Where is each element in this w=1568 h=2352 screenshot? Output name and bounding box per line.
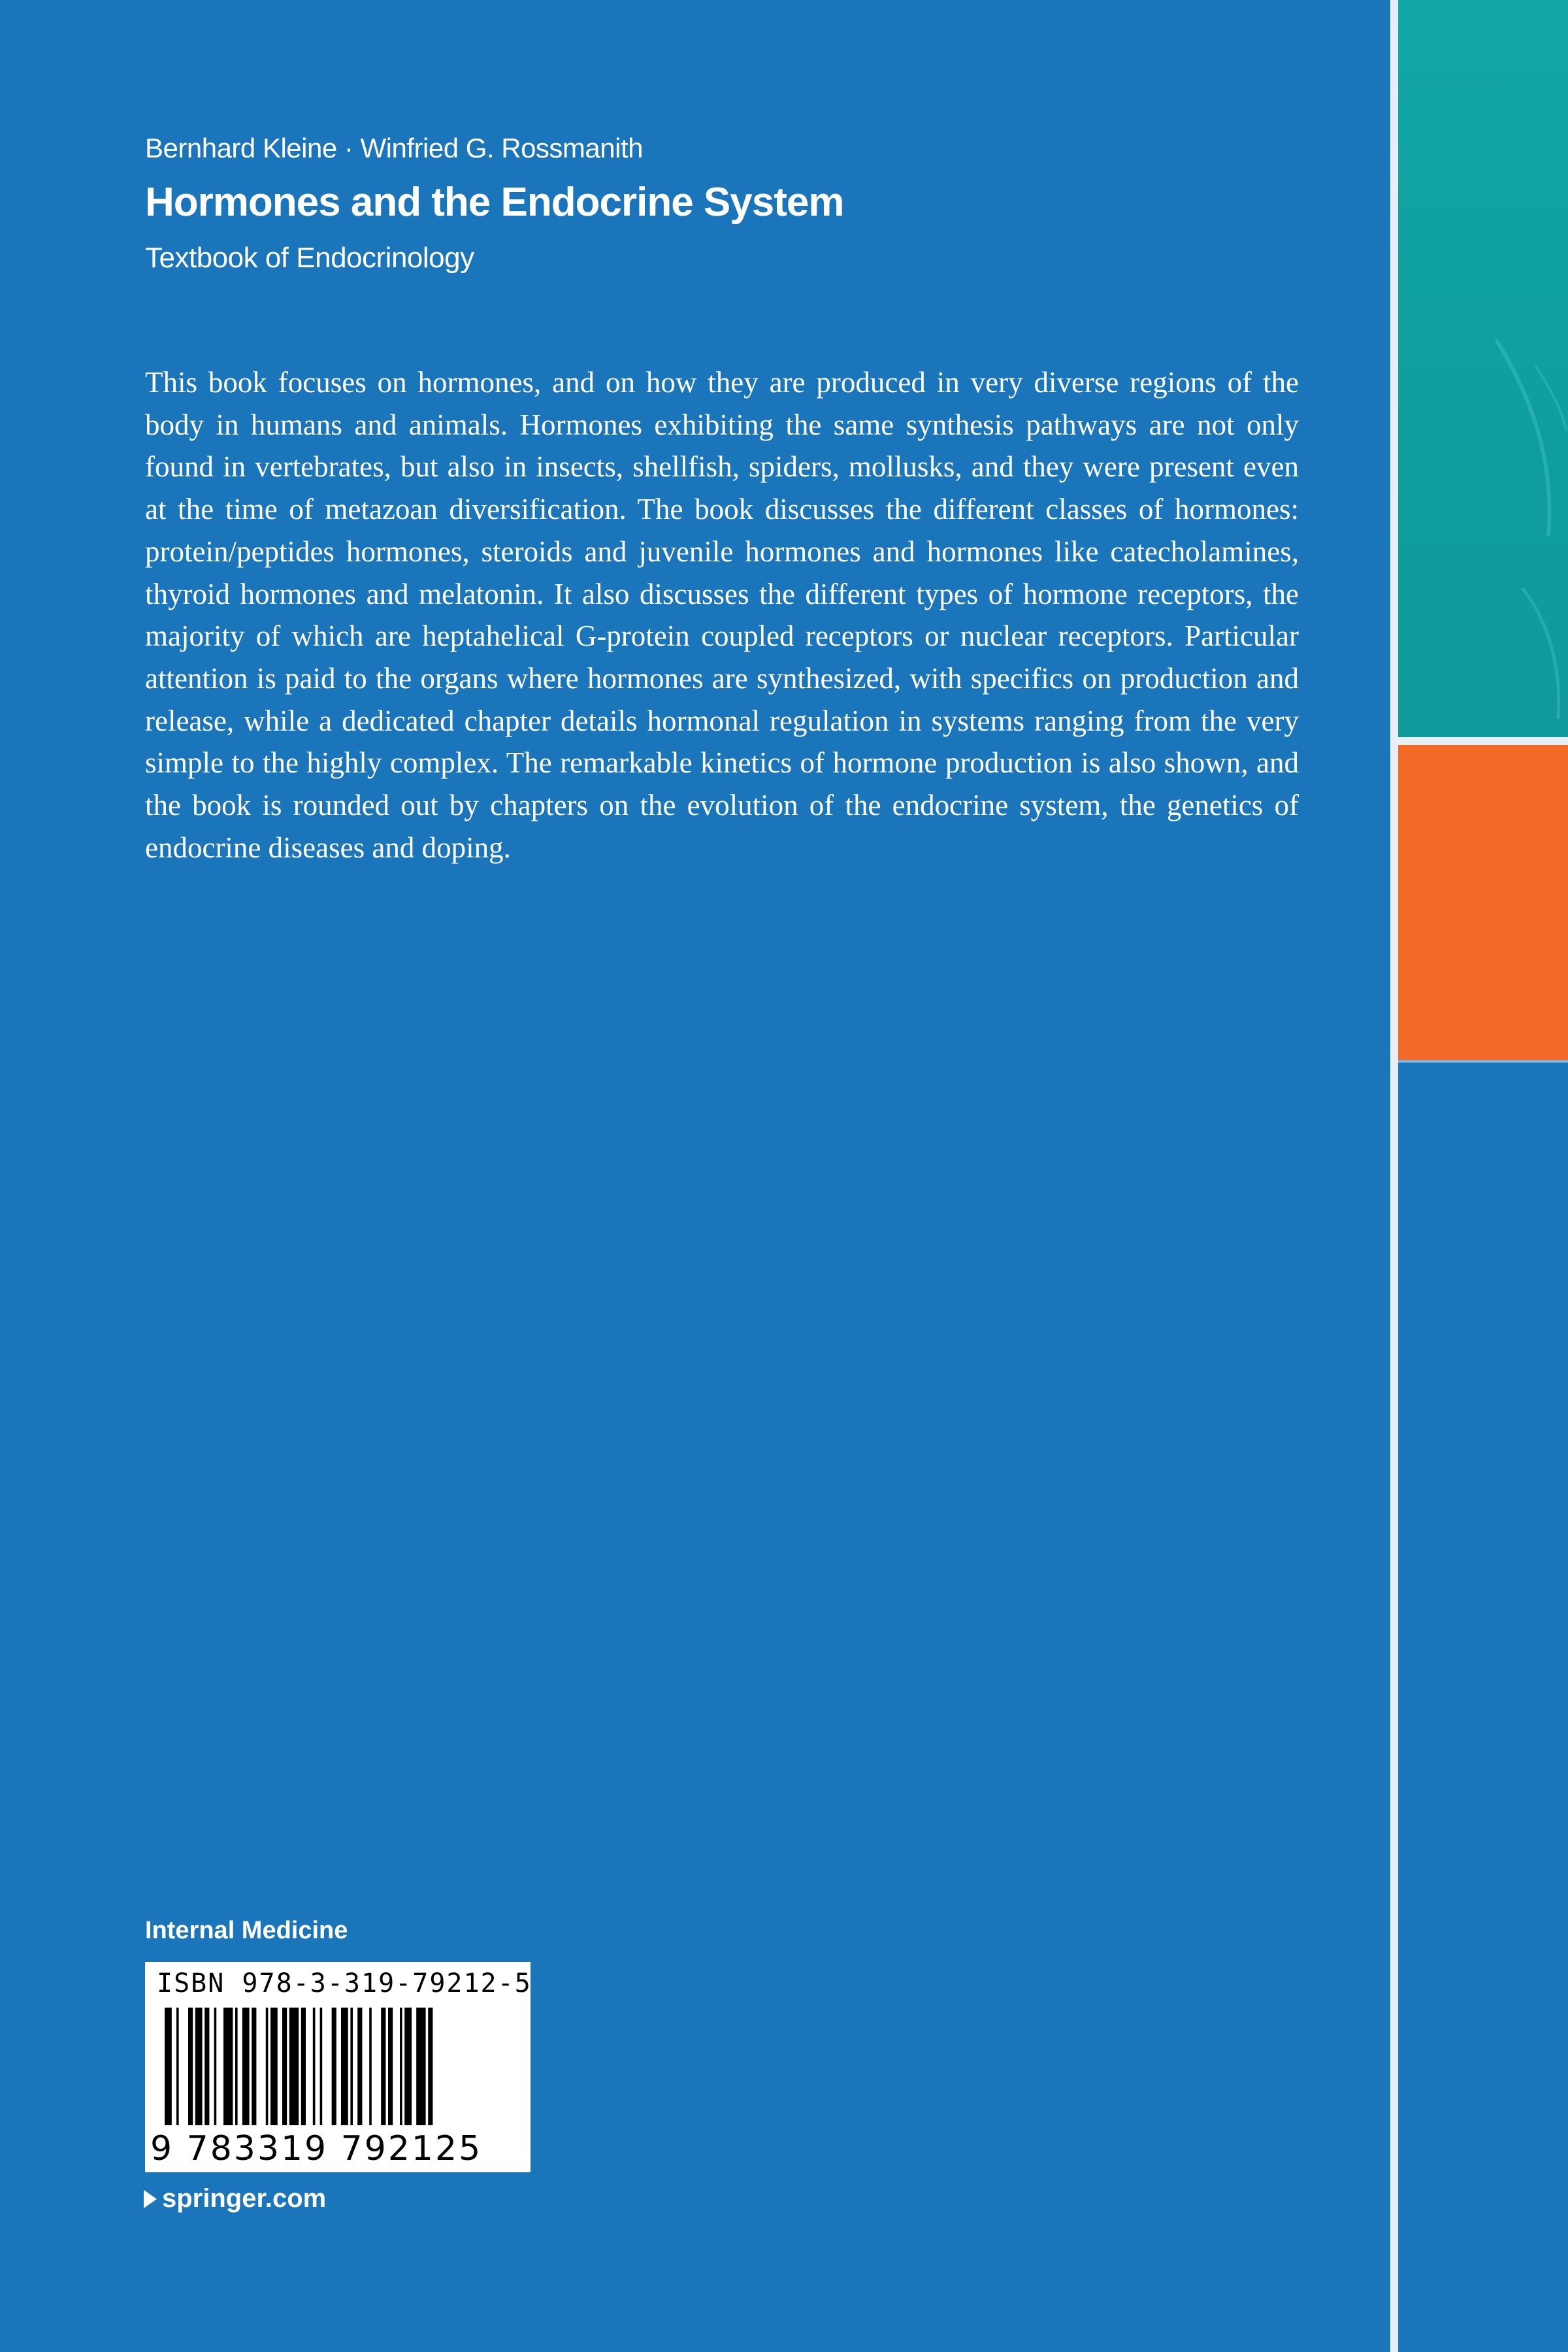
publisher-url: springer.com xyxy=(162,2184,327,2213)
band-separator xyxy=(1398,737,1568,745)
barcode-bar xyxy=(357,2008,362,2125)
teal-color-band xyxy=(1398,0,1568,737)
barcode-bar xyxy=(350,2008,353,2125)
book-description: This book focuses on hormones, and on how they are produced in very diverse regions of the body in humans and animals. Hormones exhibiting the same synthesis pathways are not only found in vertebrates, but also in insects, shellfish, spiders, mollusks, and they were present even at the time of metazoan diversification. The book discusses the different classes of hormones: protein/peptides hormones, steroids and juvenile hormones and hormones like catecholamines, thyroid hormones and melatonin. It also discusses the different types of hormone receptors, the majority of which are heptahelical G-protein coupled receptors or nuclear receptors. Particular attention is paid to the organs where hormones are synthesized, with specifics on production and release, while a dedicated chapter details hormonal regulation in systems ranging from the very simple to the highly complex. The remarkable kinetics of hormone production is also shown, and the book is rounded out by chapters on the evolution of the endocrine system, the genetics of endocrine diseases and doping. xyxy=(145,366,1299,864)
publisher-link[interactable] xyxy=(144,2184,326,2213)
barcode-bar xyxy=(320,2008,323,2125)
barcode-bar xyxy=(381,2008,385,2125)
book-subtitle: Textbook of Endocrinology xyxy=(145,242,474,274)
barcode-bar xyxy=(388,2008,393,2125)
barcode-bar xyxy=(282,2008,287,2125)
authors: Bernhard Kleine · Winfried G. Rossmanith xyxy=(145,133,643,163)
barcode-digits: 9 783319 792125 xyxy=(150,2129,483,2168)
barcode-bar xyxy=(416,2008,425,2125)
barcode-bar xyxy=(289,2008,299,2125)
barcode-bar xyxy=(428,2008,433,2125)
barcode-bar xyxy=(369,2008,372,2125)
leaf-pattern-icon xyxy=(1398,0,1568,737)
spine-divider xyxy=(1390,0,1398,2352)
barcode-bar xyxy=(341,2008,348,2125)
barcode-bar xyxy=(270,2008,278,2125)
barcode-bar xyxy=(266,2008,269,2125)
isbn-barcode xyxy=(145,1962,531,2172)
barcode-bar xyxy=(332,2008,336,2125)
isbn-number: ISBN 978-3-319-79212-5 xyxy=(157,1968,532,1998)
barcode-bar xyxy=(195,2008,203,2125)
orange-color-band xyxy=(1398,745,1568,1060)
barcode-bar xyxy=(313,2008,316,2125)
barcode-bar xyxy=(252,2008,256,2125)
barcode-bar xyxy=(404,2008,412,2125)
barcode-bar xyxy=(223,2008,233,2125)
barcode-bar xyxy=(400,2008,402,2125)
barcode-bar xyxy=(188,2008,193,2125)
series-label: Internal Medicine xyxy=(145,1917,348,1944)
barcode-bar xyxy=(235,2008,238,2125)
barcode-bar xyxy=(242,2008,250,2125)
blue-color-band xyxy=(1398,1063,1568,2352)
barcode-bar xyxy=(214,2008,217,2125)
book-title: Hormones and the Endocrine System xyxy=(145,180,844,225)
barcode-bar xyxy=(204,2008,209,2125)
barcode-bar xyxy=(165,2008,172,2125)
barcode-bar xyxy=(301,2008,306,2125)
barcode-bar xyxy=(176,2008,179,2125)
play-arrow-icon xyxy=(144,2190,157,2208)
